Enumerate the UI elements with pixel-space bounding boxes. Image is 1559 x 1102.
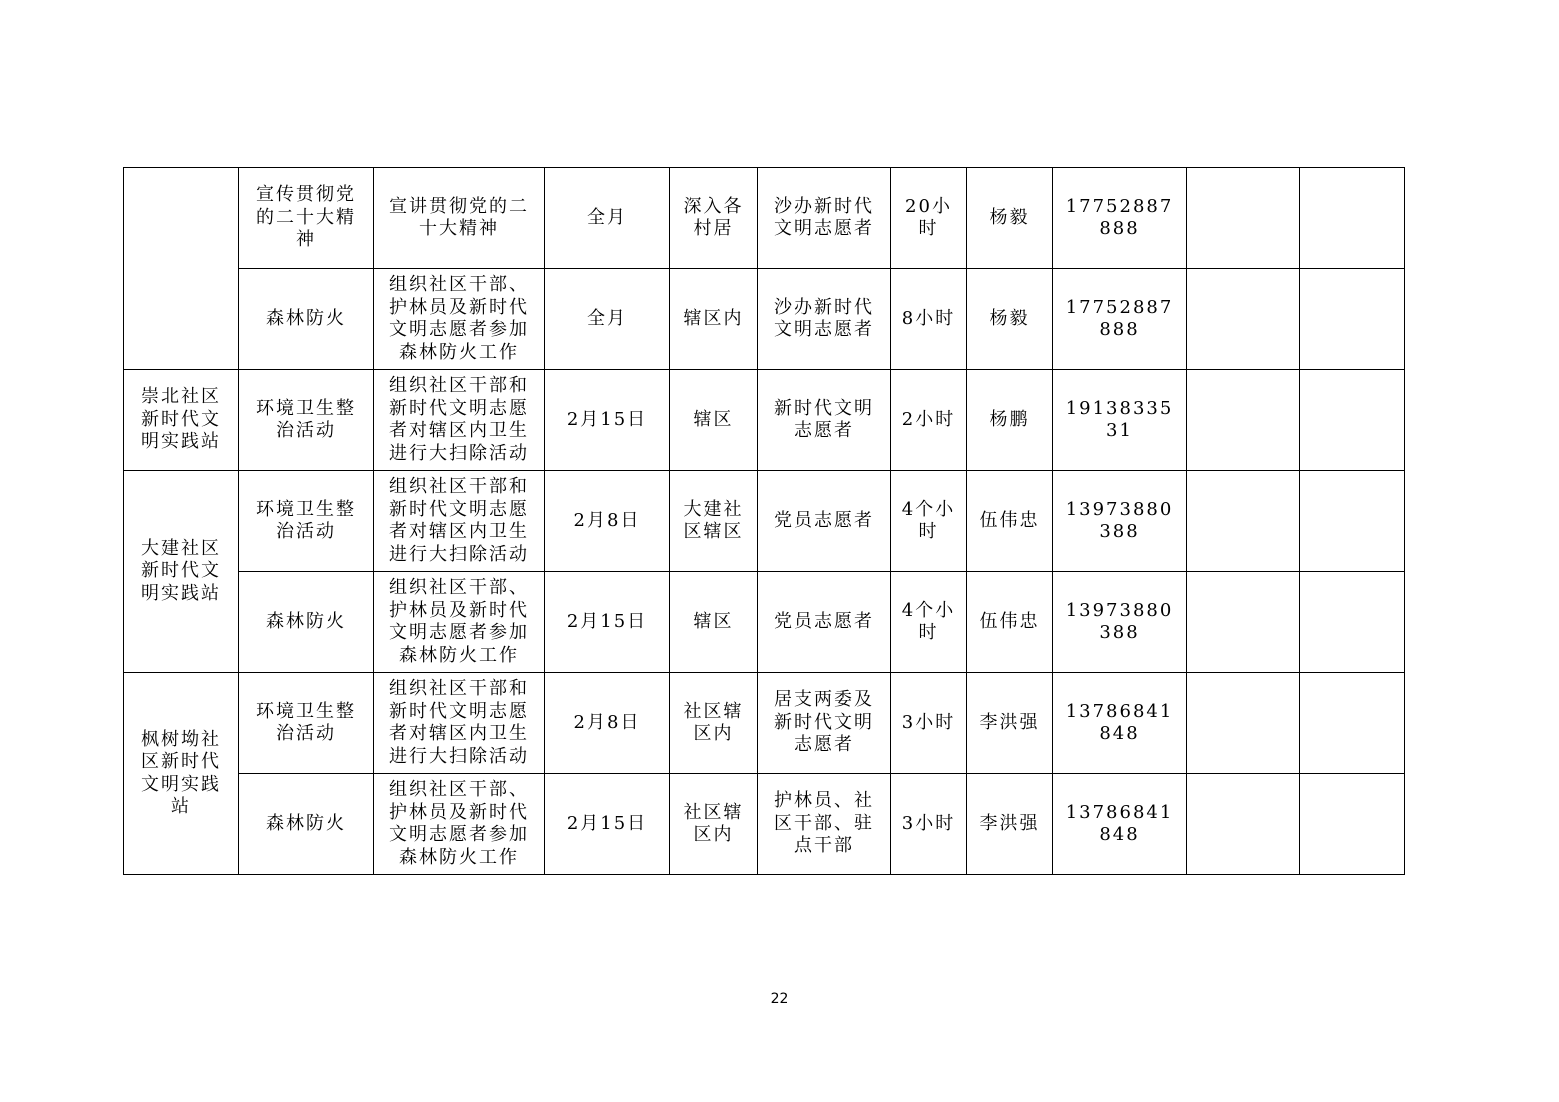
empty-cell [1300, 168, 1405, 269]
participants-cell: 沙办新时代文明志愿者 [758, 168, 891, 269]
place-cell: 辖区内 [670, 269, 758, 370]
time-cell: 2月15日 [545, 774, 670, 875]
duration-cell: 4个小时 [891, 471, 967, 572]
place-cell: 深入各村居 [670, 168, 758, 269]
empty-cell [1187, 774, 1300, 875]
station-cell: 崇北社区新时代文明实践站 [124, 370, 239, 471]
duration-cell: 20小时 [891, 168, 967, 269]
content-cell: 组织社区干部和新时代文明志愿者对辖区内卫生进行大扫除活动 [374, 673, 545, 774]
content-cell: 组织社区干部、护林员及新时代文明志愿者参加森林防火工作 [374, 572, 545, 673]
empty-cell [1187, 471, 1300, 572]
activity-cell: 环境卫生整治活动 [239, 673, 374, 774]
activity-table [123, 167, 1405, 875]
content-cell: 组织社区干部和新时代文明志愿者对辖区内卫生进行大扫除活动 [374, 471, 545, 572]
participants-cell: 居支两委及新时代文明志愿者 [758, 673, 891, 774]
table-row [124, 471, 1405, 572]
phone-cell: 13786841848 [1053, 673, 1187, 774]
empty-cell [1300, 370, 1405, 471]
station-cell: 枫树坳社区新时代文明实践站 [124, 673, 239, 875]
time-cell: 2月8日 [545, 673, 670, 774]
table-row [124, 572, 1405, 673]
time-cell: 全月 [545, 269, 670, 370]
station-cell [124, 168, 239, 370]
empty-cell [1300, 471, 1405, 572]
table-row [124, 168, 1405, 269]
contact-cell: 杨毅 [967, 269, 1053, 370]
activity-cell: 森林防火 [239, 774, 374, 875]
table-row [124, 370, 1405, 471]
empty-cell [1187, 370, 1300, 471]
activity-cell: 宣传贯彻党的二十大精神 [239, 168, 374, 269]
time-cell: 2月15日 [545, 370, 670, 471]
page-number: 22 [770, 991, 789, 1007]
empty-cell [1300, 774, 1405, 875]
participants-cell: 党员志愿者 [758, 572, 891, 673]
table-row [124, 269, 1405, 370]
time-cell: 2月8日 [545, 471, 670, 572]
activity-cell: 森林防火 [239, 572, 374, 673]
time-cell: 2月15日 [545, 572, 670, 673]
duration-cell: 3小时 [891, 673, 967, 774]
empty-cell [1300, 572, 1405, 673]
place-cell: 辖区 [670, 572, 758, 673]
activity-cell: 森林防火 [239, 269, 374, 370]
content-cell: 组织社区干部、护林员及新时代文明志愿者参加森林防火工作 [374, 774, 545, 875]
empty-cell [1187, 572, 1300, 673]
empty-cell [1300, 673, 1405, 774]
contact-cell: 李洪强 [967, 774, 1053, 875]
participants-cell: 新时代文明志愿者 [758, 370, 891, 471]
phone-cell: 13973880388 [1053, 572, 1187, 673]
table-row [124, 673, 1405, 774]
empty-cell [1187, 168, 1300, 269]
activity-cell: 环境卫生整治活动 [239, 370, 374, 471]
contact-cell: 伍伟忠 [967, 471, 1053, 572]
duration-cell: 8小时 [891, 269, 967, 370]
phone-cell: 13973880388 [1053, 471, 1187, 572]
participants-cell: 党员志愿者 [758, 471, 891, 572]
place-cell: 大建社区辖区 [670, 471, 758, 572]
empty-cell [1187, 269, 1300, 370]
empty-cell [1300, 269, 1405, 370]
contact-cell: 杨毅 [967, 168, 1053, 269]
content-cell: 宣讲贯彻党的二十大精神 [374, 168, 545, 269]
phone-cell: 13786841848 [1053, 774, 1187, 875]
content-cell: 组织社区干部、护林员及新时代文明志愿者参加森林防火工作 [374, 269, 545, 370]
contact-cell: 杨鹏 [967, 370, 1053, 471]
duration-cell: 2小时 [891, 370, 967, 471]
phone-cell: 17752887888 [1053, 269, 1187, 370]
time-cell: 全月 [545, 168, 670, 269]
table-row [124, 774, 1405, 875]
duration-cell: 3小时 [891, 774, 967, 875]
participants-cell: 护林员、社区干部、驻点干部 [758, 774, 891, 875]
contact-cell: 伍伟忠 [967, 572, 1053, 673]
empty-cell [1187, 673, 1300, 774]
place-cell: 社区辖区内 [670, 673, 758, 774]
phone-cell: 1913833531 [1053, 370, 1187, 471]
duration-cell: 4个小时 [891, 572, 967, 673]
content-cell: 组织社区干部和新时代文明志愿者对辖区内卫生进行大扫除活动 [374, 370, 545, 471]
contact-cell: 李洪强 [967, 673, 1053, 774]
station-cell: 大建社区新时代文明实践站 [124, 471, 239, 673]
place-cell: 辖区 [670, 370, 758, 471]
participants-cell: 沙办新时代文明志愿者 [758, 269, 891, 370]
activity-cell: 环境卫生整治活动 [239, 471, 374, 572]
place-cell: 社区辖区内 [670, 774, 758, 875]
phone-cell: 17752887888 [1053, 168, 1187, 269]
